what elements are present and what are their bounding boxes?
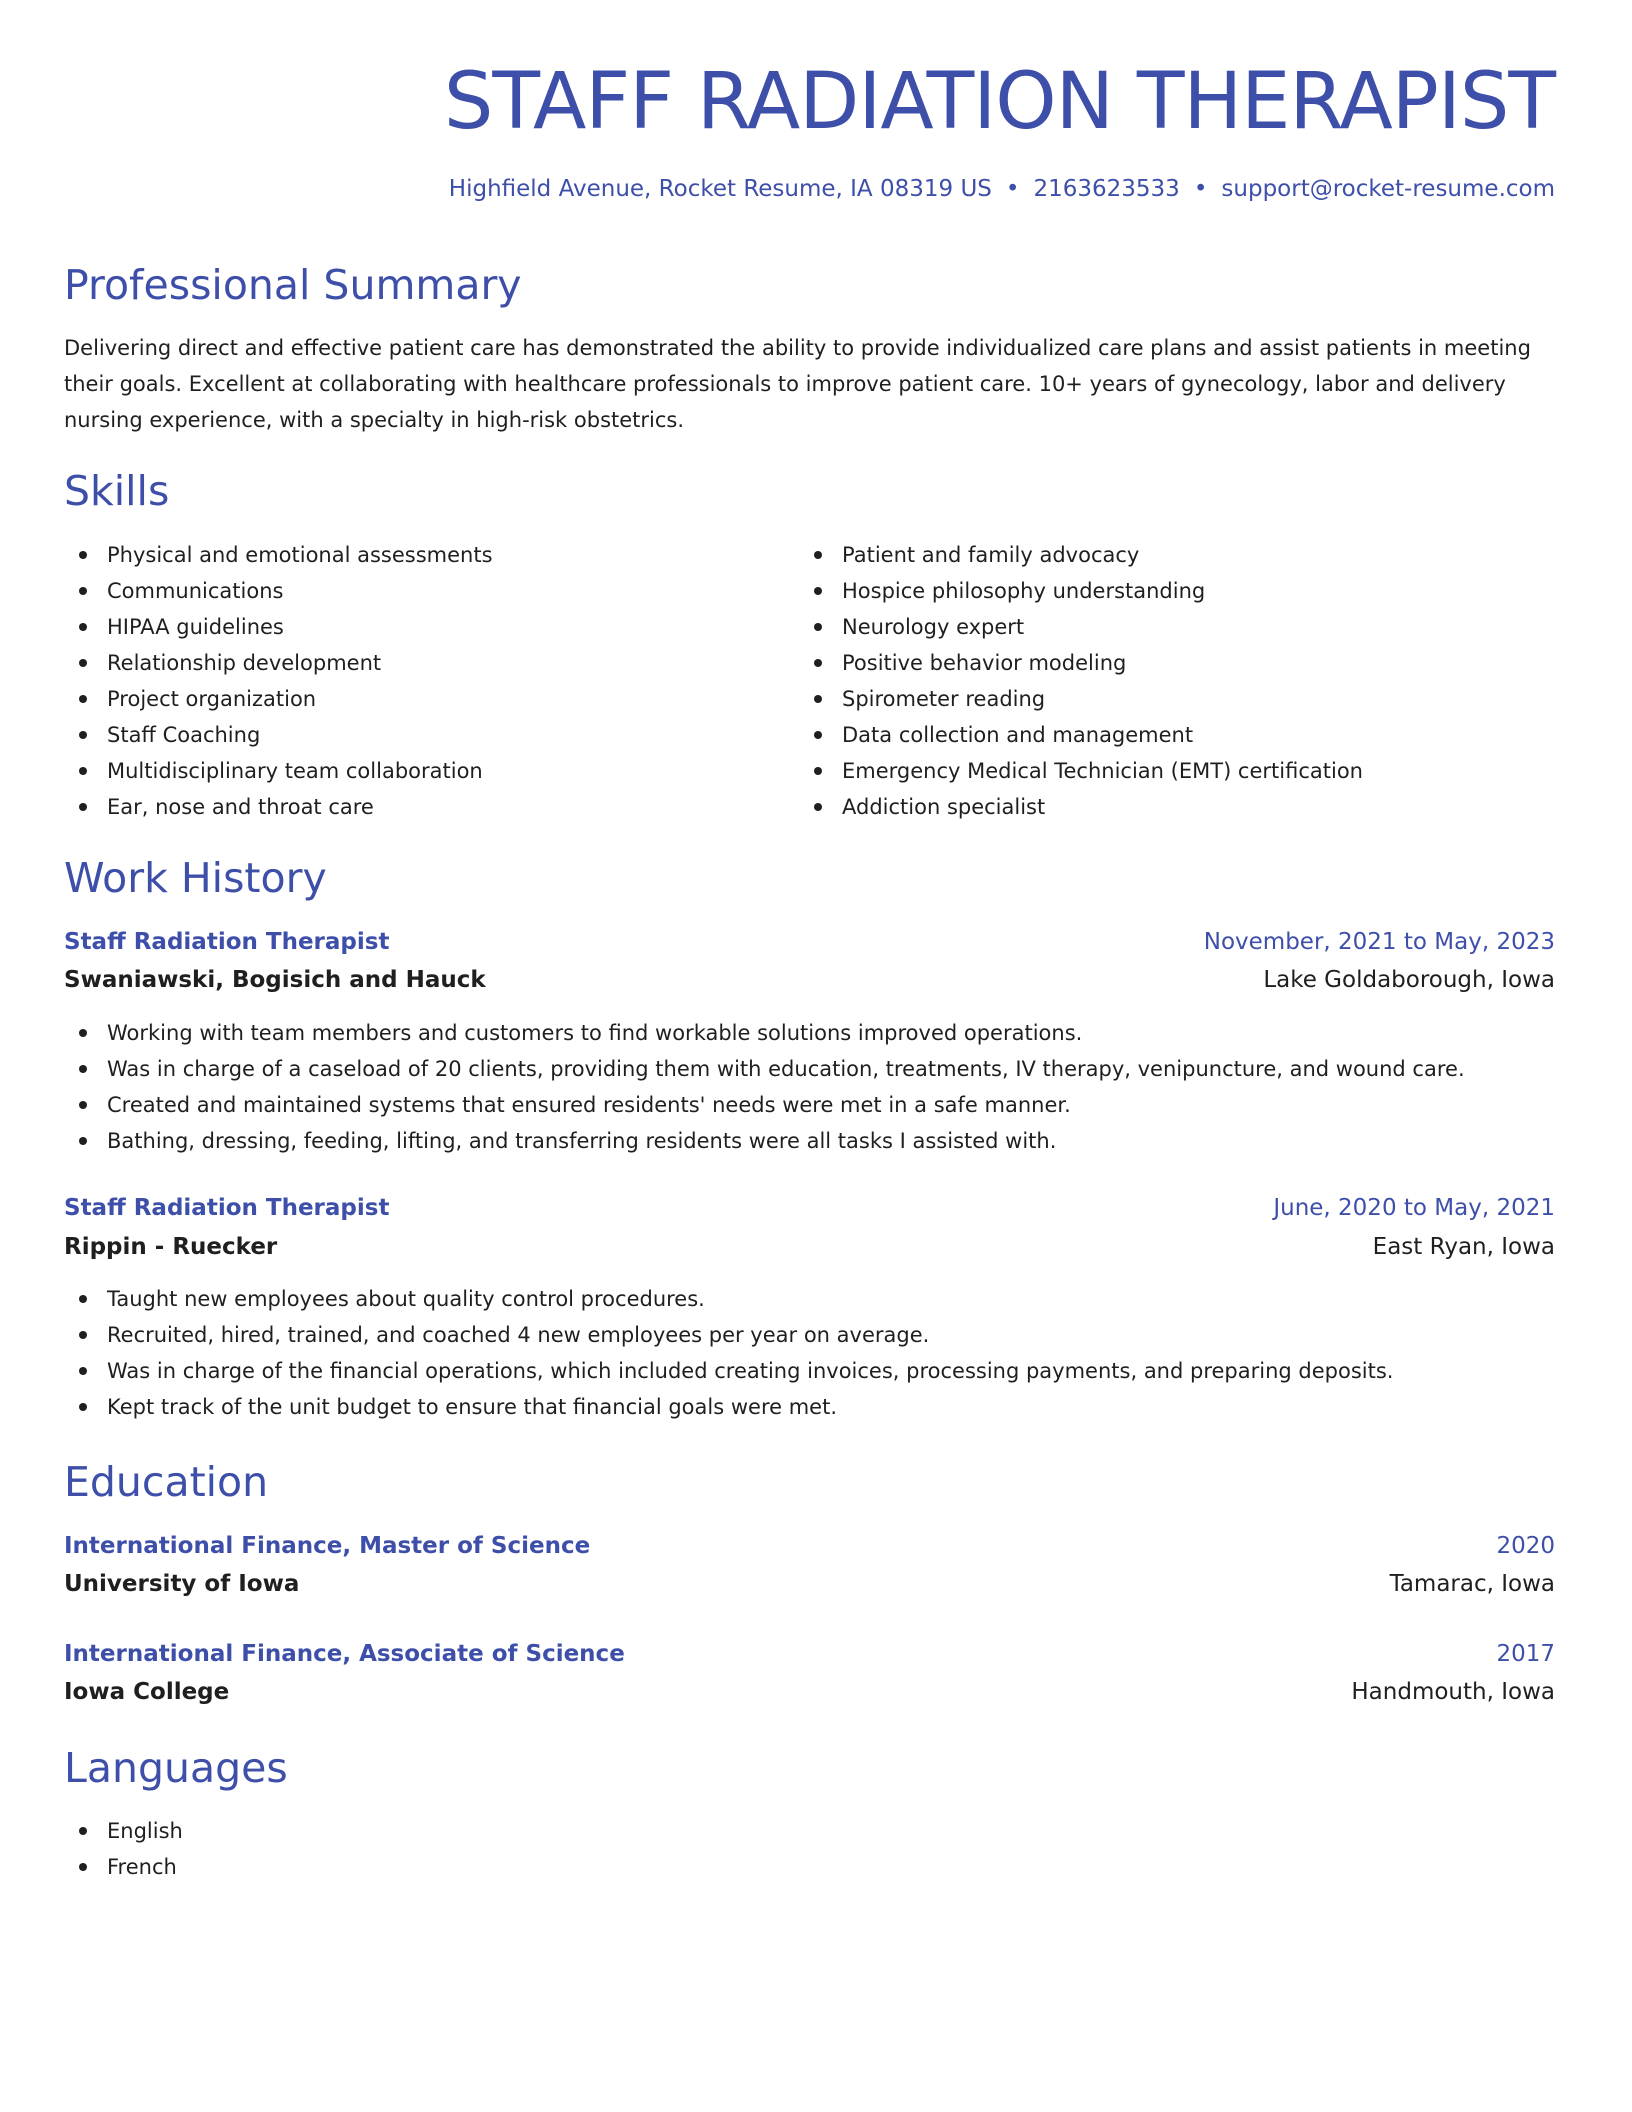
education-school-row: [64, 1567, 1555, 1601]
bullet-dot: [79, 1295, 87, 1303]
list-item: Taught new employees about quality control procedures.: [64, 1281, 1393, 1317]
job-location: East Ryan, Iowa: [1372, 1234, 1555, 1260]
education-degree: International Finance, Associate of Science: [64, 1641, 625, 1667]
bullet-dot: [79, 551, 87, 559]
bullet-dot: [814, 551, 822, 559]
skill-item: Neurology expert: [799, 609, 1363, 645]
bullet-dot: [814, 731, 822, 739]
job-title-row: [64, 925, 1555, 959]
job-company-row: [64, 963, 1555, 997]
summary-heading: Professional Summary: [64, 261, 522, 309]
skill-item: Positive behavior modeling: [799, 645, 1363, 681]
bullet-dot: [79, 803, 87, 811]
contact-email[interactable]: support@rocket-resume.com: [1221, 176, 1555, 202]
list-item: Was in charge of the financial operations, which included creating invoices, processing payments, and preparing deposits.: [64, 1353, 1393, 1389]
job-role: Staff Radiation Therapist: [64, 1195, 390, 1221]
skills-list-right: [799, 537, 1363, 825]
job-role: Staff Radiation Therapist: [64, 929, 390, 955]
language-item: French: [64, 1849, 183, 1885]
list-item: Created and maintained systems that ensured residents' needs were met in a safe manner.: [64, 1087, 1465, 1123]
bullet-dot: [79, 1065, 87, 1073]
skills-heading: Skills: [64, 467, 170, 515]
contact-separator: •: [1005, 176, 1020, 202]
job-bullets: [64, 1281, 1393, 1425]
education-degree-row: [64, 1637, 1555, 1671]
bullet-dot: [79, 1367, 87, 1375]
skill-item: Emergency Medical Technician (EMT) certification: [799, 753, 1363, 789]
skill-item: Project organization: [64, 681, 493, 717]
bullet-dot: [79, 1403, 87, 1411]
list-item: Bathing, dressing, feeding, lifting, and transferring residents were all tasks I assisted with.: [64, 1123, 1465, 1159]
bullet-dot: [79, 1101, 87, 1109]
job-location: Lake Goldaborough, Iowa: [1263, 967, 1555, 993]
bullet-dot: [79, 623, 87, 631]
job-company: Rippin - Ruecker: [64, 1234, 278, 1260]
skill-item: Data collection and management: [799, 717, 1363, 753]
skill-item: Ear, nose and throat care: [64, 789, 493, 825]
bullet-dot: [79, 1137, 87, 1145]
education-heading: Education: [64, 1458, 269, 1506]
education-year: 2020: [1496, 1533, 1555, 1559]
bullet-dot: [79, 1827, 87, 1835]
contact-separator: •: [1193, 176, 1208, 202]
education-year: 2017: [1496, 1641, 1555, 1667]
skill-item: Staff Coaching: [64, 717, 493, 753]
bullet-dot: [814, 767, 822, 775]
work-heading: Work History: [64, 854, 327, 902]
bullet-dot: [79, 767, 87, 775]
education-school: University of Iowa: [64, 1571, 300, 1597]
skill-item: Relationship development: [64, 645, 493, 681]
skill-item: HIPAA guidelines: [64, 609, 493, 645]
skill-item: Addiction specialist: [799, 789, 1363, 825]
resume-name-title: STAFF RADIATION THERAPIST: [443, 57, 1555, 147]
skill-item: Physical and emotional assessments: [64, 537, 493, 573]
contact-address: Highfield Avenue, Rocket Resume, IA 08319 US: [448, 176, 992, 202]
list-item: Was in charge of a caseload of 20 clients, providing them with education, treatments, IV therapy, venipuncture, and wound care.: [64, 1051, 1465, 1087]
list-item: Kept track of the unit budget to ensure that financial goals were met.: [64, 1389, 1393, 1425]
skills-list-left: [64, 537, 493, 825]
skill-item: Hospice philosophy understanding: [799, 573, 1363, 609]
languages-list: [64, 1813, 183, 1885]
education-location: Handmouth, Iowa: [1351, 1679, 1555, 1705]
education-school: Iowa College: [64, 1679, 230, 1705]
job-company: Swaniawski, Bogisich and Hauck: [64, 967, 486, 993]
bullet-dot: [814, 659, 822, 667]
job-company-row: [64, 1230, 1555, 1264]
job-dates: June, 2020 to May, 2021: [1273, 1195, 1555, 1221]
bullet-dot: [79, 695, 87, 703]
bullet-dot: [814, 623, 822, 631]
education-degree-row: [64, 1529, 1555, 1563]
resume-page: [64, 0, 1555, 1879]
language-item: English: [64, 1813, 183, 1849]
bullet-dot: [79, 659, 87, 667]
skill-item: Multidisciplinary team collaboration: [64, 753, 493, 789]
summary-text: Delivering direct and effective patient care has demonstrated the ability to provide individualized care plans and assist patients in meeting their goals. Excellent at collaborating with healthcare professionals to improve patient care. 10+ years of gynecology, labor and delivery nursing experience, with a specialty in high-risk obstetrics.: [64, 336, 1531, 432]
contact-line: [449, 174, 1555, 204]
bullet-dot: [814, 803, 822, 811]
skill-item: Communications: [64, 573, 493, 609]
job-title-row: [64, 1191, 1555, 1225]
education-degree: International Finance, Master of Science: [64, 1533, 591, 1559]
skill-item: Spirometer reading: [799, 681, 1363, 717]
job-dates: November, 2021 to May, 2023: [1203, 929, 1555, 955]
skill-item: Patient and family advocacy: [799, 537, 1363, 573]
bullet-dot: [79, 1029, 87, 1037]
bullet-dot: [79, 1331, 87, 1339]
bullet-dot: [814, 587, 822, 595]
job-bullets: [64, 1015, 1465, 1159]
bullet-dot: [814, 695, 822, 703]
bullet-dot: [79, 731, 87, 739]
languages-heading: Languages: [64, 1744, 288, 1792]
education-school-row: [64, 1675, 1555, 1709]
bullet-dot: [79, 587, 87, 595]
education-location: Tamarac, Iowa: [1389, 1571, 1555, 1597]
bullet-dot: [79, 1863, 87, 1871]
list-item: Recruited, hired, trained, and coached 4 new employees per year on average.: [64, 1317, 1393, 1353]
contact-phone: 2163623533: [1033, 176, 1180, 202]
list-item: Working with team members and customers to find workable solutions improved operations.: [64, 1015, 1465, 1051]
